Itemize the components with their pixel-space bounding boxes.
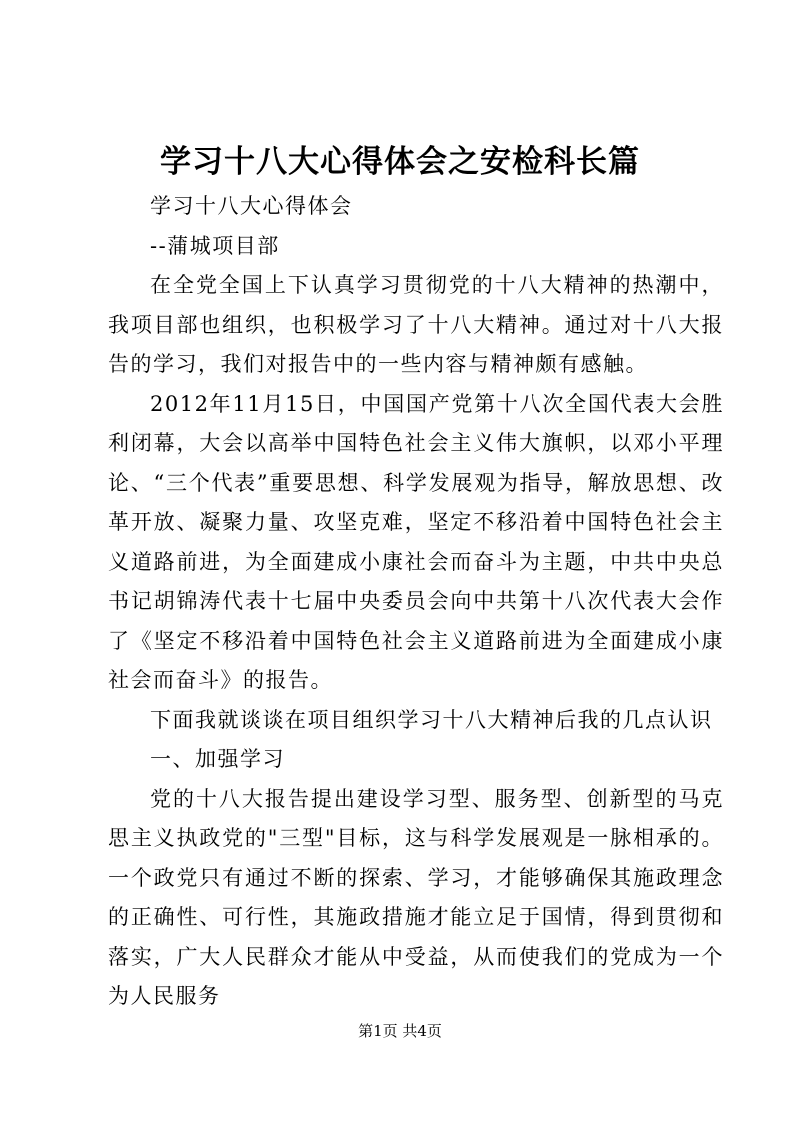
page-footer: 第1页 共4页 <box>358 1022 442 1040</box>
document-body <box>108 187 724 1017</box>
document-title: 学习十八大心得体会之安检科长篇 <box>160 144 640 180</box>
paragraph: 党的十八大报告提出建设学习型、服务型、创新型的马克思主义执政党的"三型"目标，这与科学发展观是一脉相承的。一个政党只有通过不断的探索、学习，才能够确保其施政理念的正确性、可行性，其施政措施才能立足于国情，得到贯彻和落实，广大人民群众才能从中受益，从而使我们的党成为一个为人民服务 <box>108 786 724 1008</box>
paragraph: 在全党全国上下认真学习贯彻党的十八大精神的热潮中，我项目部也组织，也积极学习了十八大精神。通过对十八大报告的学习，我们对报告中的一些内容与精神颇有感触。 <box>108 273 724 376</box>
paragraph: 下面我就谈谈在项目组织学习十八大精神后我的几点认识 <box>150 707 713 732</box>
paragraph: 2012年11月15日，中国国产党第十八次全国代表大会胜利闭幕，大会以高举中国特色社会主义伟大旗帜，以邓小平理论、“三个代表”重要思想、科学发展观为指导，解放思想、改革开放、凝聚力量、攻坚克难，坚定不移沿着中国特色社会主义道路前进，为全面建成小康社会而奋斗为主题，中共中央总书记胡锦涛代表十七届中央委员会向中共第十八次代表大会作了《坚定不移沿着中国特色社会主义道路前进为全面建成小康社会而奋斗》的报告。 <box>108 391 724 692</box>
paragraph: 一、加强学习 <box>150 747 285 771</box>
paragraph: 学习十八大心得体会 <box>150 194 353 218</box>
paragraph: --蒲城项目部 <box>150 233 280 258</box>
